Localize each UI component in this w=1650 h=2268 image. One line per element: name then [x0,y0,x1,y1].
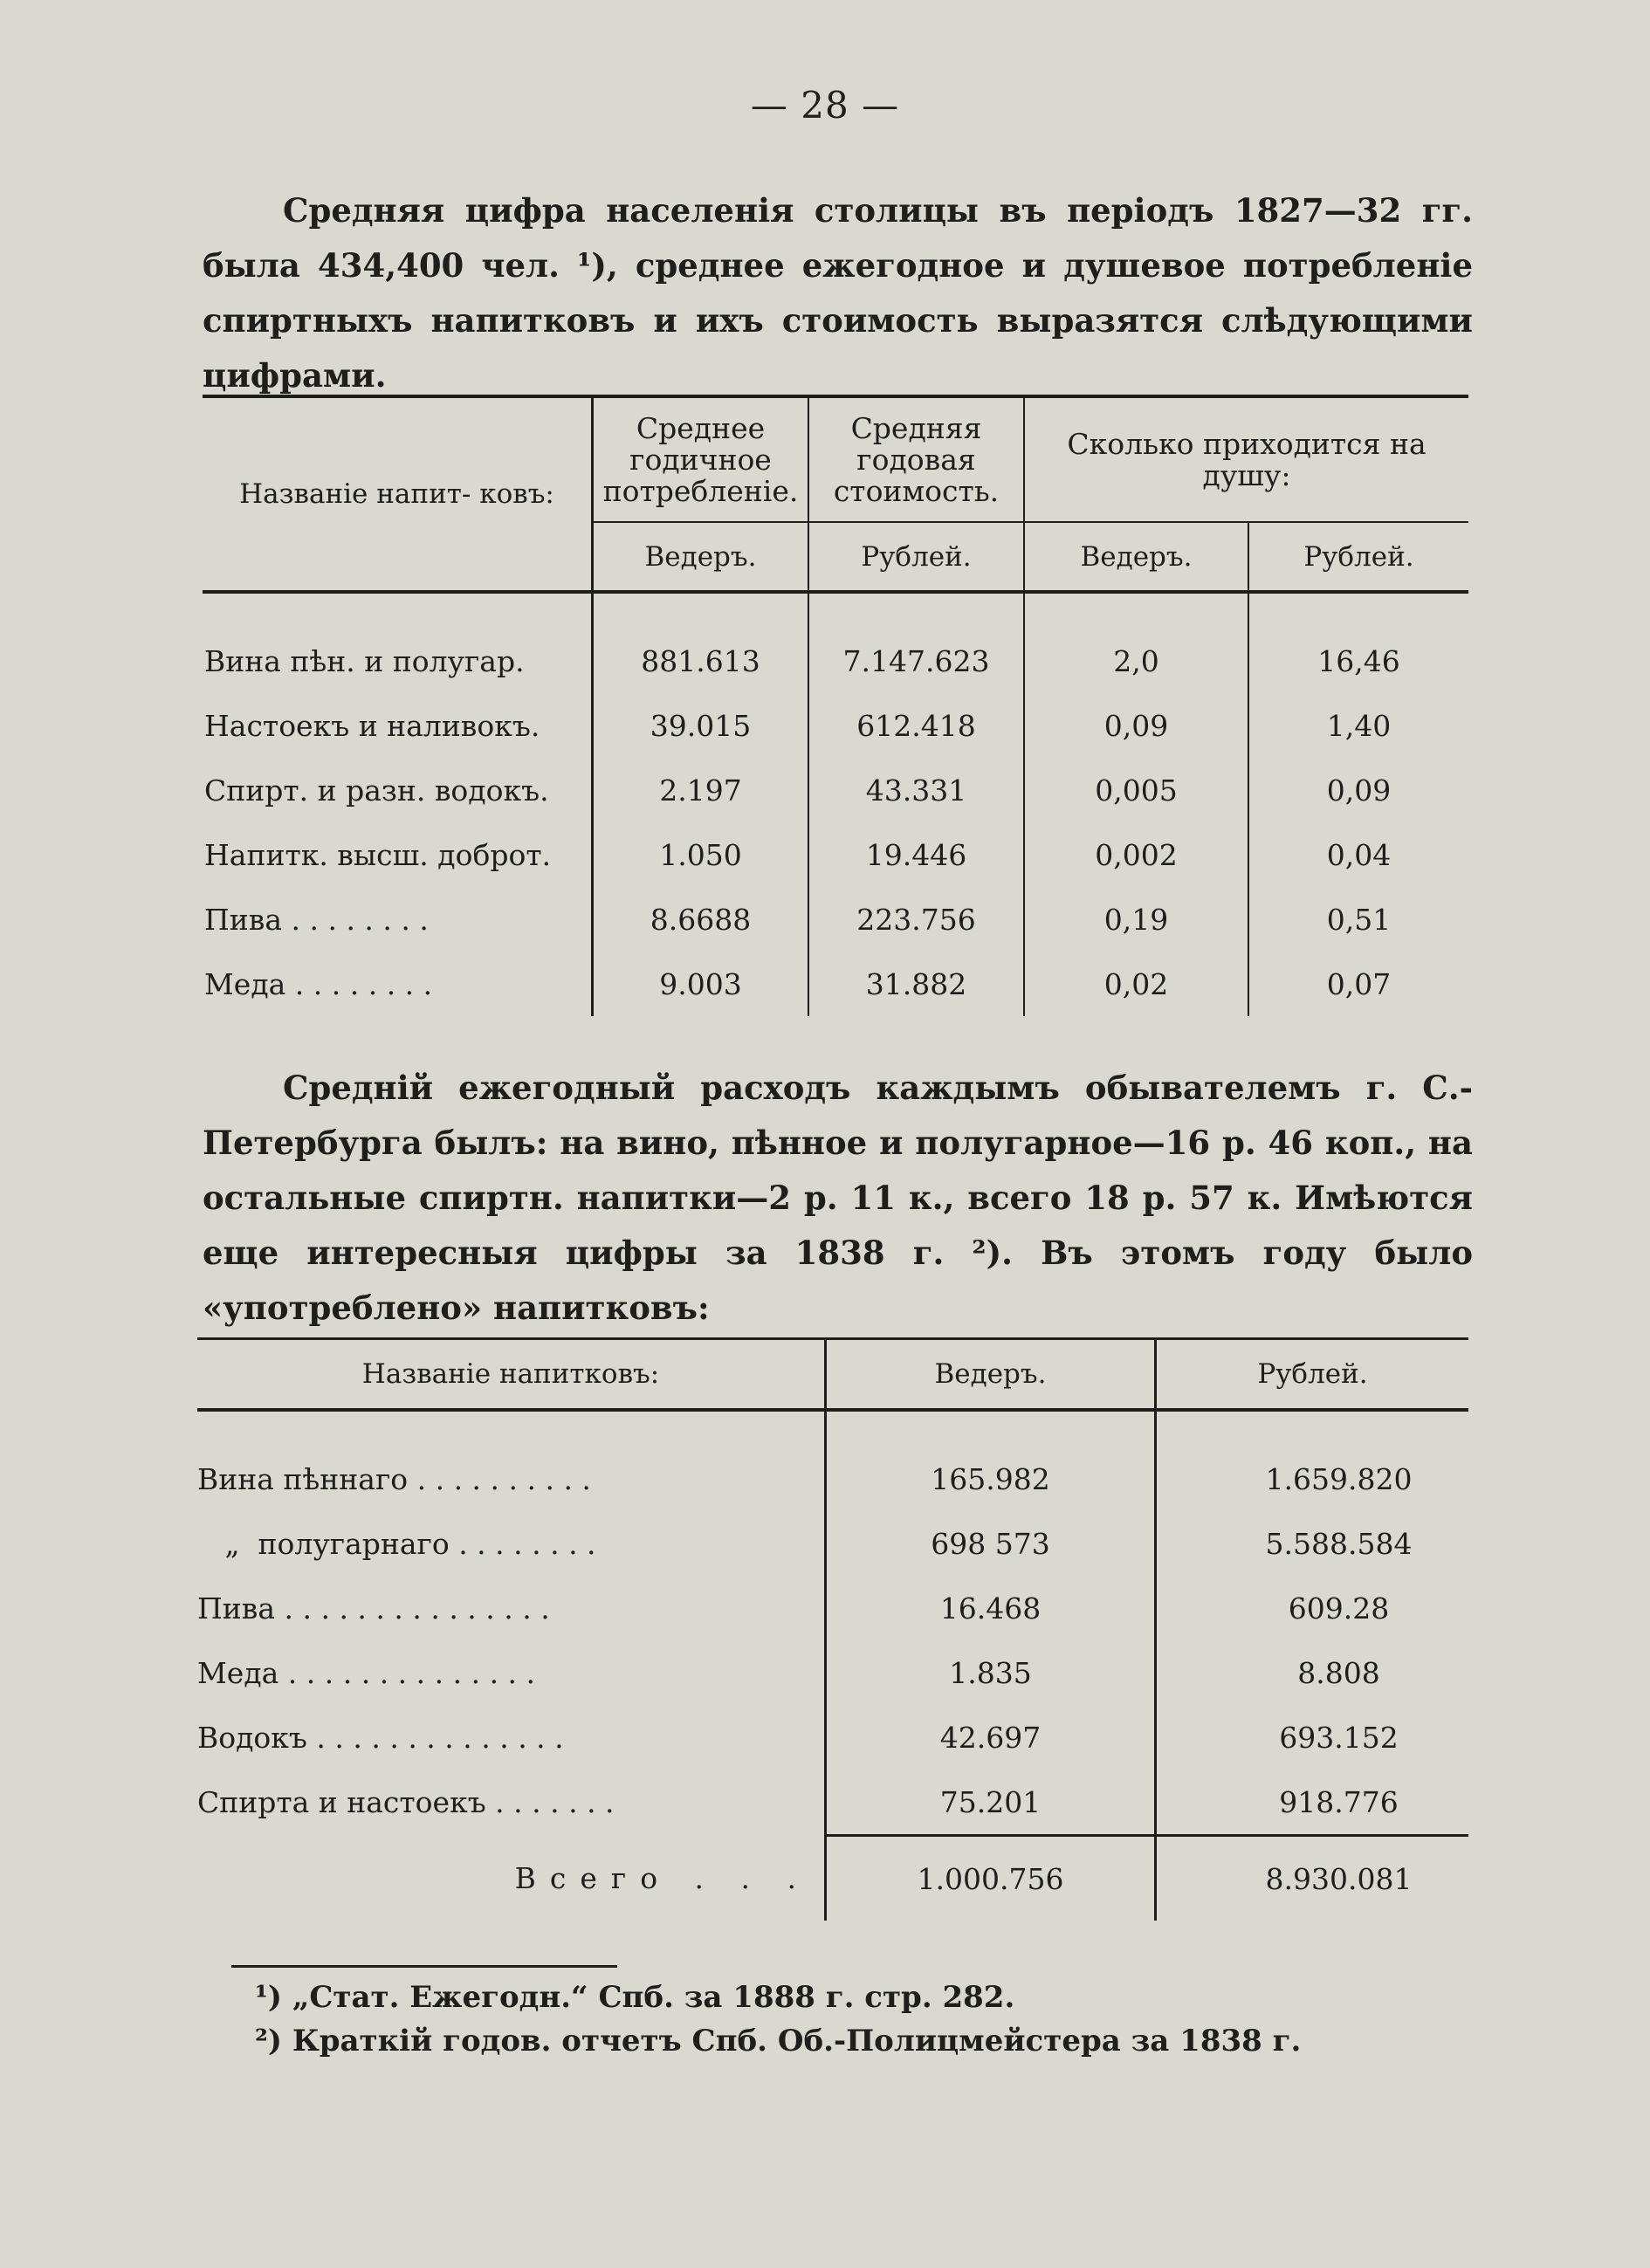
cost-value: 31.882 [808,952,1024,1016]
drink-name: Меда . . . . . . . . [203,952,593,1016]
table-row [197,1640,1468,1705]
buckets-value: 75.201 [826,1770,1156,1836]
cost-value: 7.147.623 [808,592,1024,693]
table-row [203,887,1468,952]
cost-value: 19.446 [808,822,1024,887]
table-row [203,693,1468,758]
table-row [197,1410,1468,1511]
per-capita-buckets: 0,002 [1024,822,1248,887]
buckets-value: 16.468 [826,1576,1156,1640]
total-label: Всего . . . [197,1836,826,1921]
drink-name: Напитк. высш. доброт. [203,822,593,887]
drink-name: „ полугарнаго . . . . . . . . [197,1511,826,1576]
drink-name: Вина пѣннаго . . . . . . . . . . [197,1410,826,1511]
header-per-capita: Сколько приходится на душу: [1067,426,1427,492]
total-rubles: 8.930.081 [1156,1836,1469,1921]
consumption-value: 8.6688 [593,887,809,952]
per-capita-buckets: 0,02 [1024,952,1248,1016]
table-row [197,1770,1468,1836]
table-row [197,1576,1468,1640]
rubles-value: 918.776 [1279,1784,1399,1819]
buckets-value: 698 573 [826,1511,1156,1576]
total-buckets: 1.000.756 [826,1836,1156,1921]
drink-name: Вина пѣн. и полугар. [203,592,593,693]
per-capita-rubles: 0,51 [1326,902,1392,937]
drink-name: Пива . . . . . . . . . . . . . . . [197,1576,826,1640]
per-capita-rubles: 16,46 [1317,643,1400,678]
rubles-value: 693.152 [1279,1720,1399,1755]
table-row [197,1511,1468,1576]
buckets-value: 165.982 [826,1410,1156,1511]
per-capita-rubles: 0,04 [1326,837,1392,872]
header-drink-name: Названіе напит- ковъ: [203,396,593,592]
table-row [203,758,1468,822]
consumption-table-1827-32 [203,395,1468,1016]
drink-name: Спирта и настоекъ . . . . . . . [197,1770,826,1836]
cost-value: 43.331 [808,758,1024,822]
per-capita-rubles: 0,09 [1326,773,1392,808]
paragraph-population: Средняя цифра населенія столицы въ періодъ 1827—32 гг. была 434,400 чел. ¹), среднее ежегодное и душевое потребленіе спиртныхъ напитковъ и ихъ стоимость выразятся слѣдующими цифрами. [203,191,1473,395]
buckets-value: 42.697 [826,1705,1156,1770]
table-row [203,952,1468,1016]
footnote-2: ²) Краткій годов. отчетъ Спб. Об.-Полицмейстера за 1838 г. [255,2024,1302,2058]
unit-rubles-per-capita: Рублей. [1248,522,1468,592]
cost-value: 223.756 [808,887,1024,952]
header-annual-cost: Средняя годовая стоимость. [808,396,1024,522]
per-capita-buckets: 2,0 [1024,592,1248,693]
consumption-value: 2.197 [593,758,809,822]
drink-name: Настоекъ и наливокъ. [203,693,593,758]
consumption-table-1838 [197,1337,1468,1921]
consumption-value: 39.015 [593,693,809,758]
per-capita-rubles: 1,40 [1326,708,1392,743]
consumption-value: 1.050 [593,822,809,887]
drink-name: Пива . . . . . . . . [203,887,593,952]
per-capita-buckets: 0,005 [1024,758,1248,822]
table-row [197,1705,1468,1770]
per-capita-buckets: 0,19 [1024,887,1248,952]
header-buckets: Ведеръ. [826,1339,1156,1411]
header-rubles: Рублей. [1156,1339,1469,1411]
per-capita-buckets: 0,09 [1024,693,1248,758]
table-row [203,592,1468,693]
unit-buckets: Ведеръ. [593,522,809,592]
drink-name: Водокъ . . . . . . . . . . . . . . [197,1705,826,1770]
drink-name: Спирт. и разн. водокъ. [203,758,593,822]
buckets-value: 1.835 [826,1640,1156,1705]
consumption-value: 881.613 [593,592,809,693]
footnote-divider [231,1965,617,1968]
rubles-value: 1.659.820 [1265,1461,1413,1496]
unit-buckets-per-capita: Ведеръ. [1024,522,1248,592]
header-annual-consumption: Среднее годичное потребленіе. [593,396,809,522]
cost-value: 612.418 [808,693,1024,758]
table-row [203,822,1468,887]
paragraph-expenditure: Средній ежегодный расходъ каждымъ обывателемъ г. С.-Петербурга былъ: на вино, пѣнное и полугарное—16 р. 46 коп., на остальные спиртн. напитки—2 р. 11 к., всего 18 р. 57 к. Имѣются еще интересныя цифры за 1838 г. ²). Въ этомъ году было «употреблено» напитковъ: [203,1069,1473,1327]
footnote-1: ¹) „Стат. Ежегодн.“ Спб. за 1888 г. стр. 282. [255,1980,1015,2015]
footnotes [255,1976,1301,2063]
rubles-value: 609.28 [1288,1591,1390,1625]
header-drink-name: Названіе напитковъ: [197,1339,826,1411]
total-row [197,1836,1468,1921]
consumption-value: 9.003 [593,952,809,1016]
unit-rubles: Рублей. [808,522,1024,592]
page-number: — 28 — [750,84,900,127]
per-capita-rubles: 0,07 [1326,966,1392,1001]
drink-name: Меда . . . . . . . . . . . . . . [197,1640,826,1705]
rubles-value: 5.588.584 [1265,1526,1413,1561]
rubles-value: 8.808 [1297,1655,1380,1690]
